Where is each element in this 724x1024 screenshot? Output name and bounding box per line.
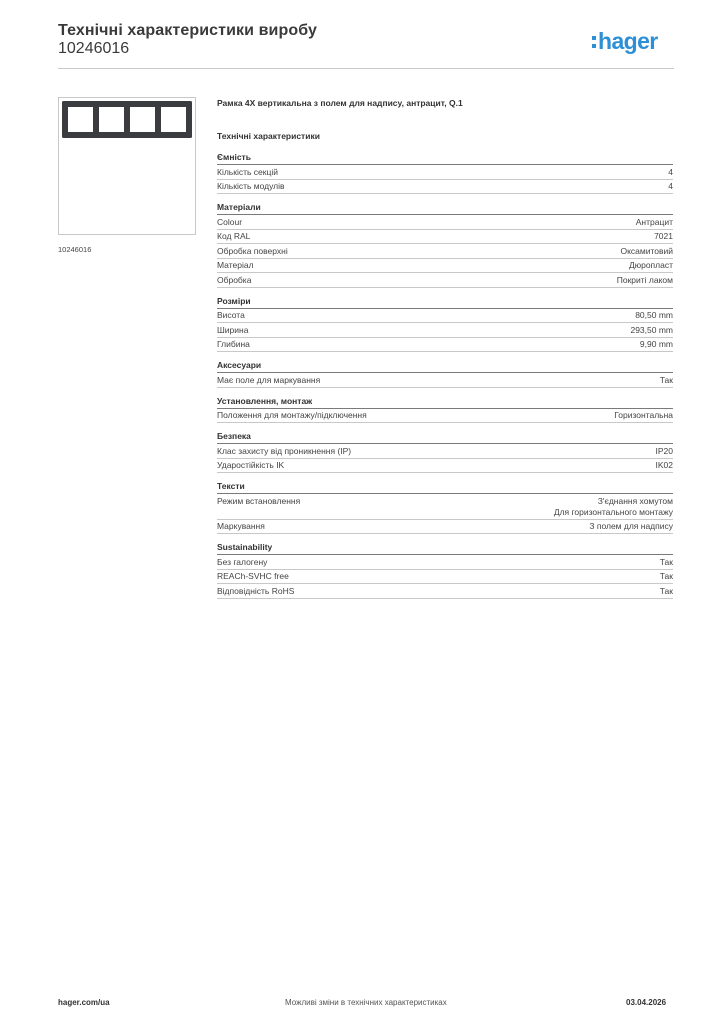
footer-date: 03.04.2026: [626, 998, 667, 1007]
spec-row: [217, 215, 673, 230]
spec-value: IP20: [655, 445, 673, 456]
spec-group-title: Розміри: [217, 296, 673, 309]
spec-row: [217, 570, 673, 585]
spec-group: [217, 396, 673, 424]
spec-group-title: Безпека: [217, 431, 673, 444]
spec-value: Оксамитовий: [620, 245, 673, 256]
spec-label: Кількість модулів: [217, 181, 285, 191]
spec-group: [217, 296, 673, 353]
footer-disclaimer: Можливі зміни в технічних характеристиках: [285, 998, 447, 1007]
spec-value: 7021: [654, 231, 673, 241]
page-title: Технічні характеристики виробу: [58, 22, 317, 39]
spec-row: [217, 584, 673, 599]
spec-value: Так: [659, 585, 673, 596]
spec-row: [217, 338, 673, 353]
spec-row: [217, 373, 673, 388]
spec-row: [217, 459, 673, 474]
spec-label: Colour: [217, 216, 243, 227]
spec-label: Матеріал: [217, 260, 254, 270]
frame-illustration-icon: [61, 100, 193, 140]
spec-group-title: Матеріали: [217, 202, 673, 215]
spec-row: [217, 273, 673, 288]
spec-group-title: Ємність: [217, 152, 673, 165]
spec-value: 4: [668, 166, 673, 177]
spec-group-title: Аксесуари: [217, 360, 673, 373]
spec-label: Обробка поверхні: [217, 245, 288, 256]
spec-group: [217, 542, 673, 599]
spec-group-title: Тексти: [217, 481, 673, 494]
spec-row: [217, 494, 673, 520]
spec-content: [217, 97, 673, 599]
spec-value: Дюропласт: [628, 260, 673, 270]
spec-label: Режим встановлення: [217, 495, 301, 506]
spec-row: [217, 444, 673, 459]
spec-label: Обробка: [217, 274, 252, 285]
footer-website: hager.com/ua: [58, 998, 110, 1007]
spec-row: [217, 555, 673, 570]
spec-value: Так: [659, 556, 673, 567]
section-heading: Технічні характеристики: [217, 131, 320, 141]
spec-label: Глибина: [217, 339, 250, 349]
spec-value: Так: [659, 374, 673, 385]
spec-row: [217, 230, 673, 245]
spec-label: Без галогену: [217, 556, 268, 567]
spec-group: [217, 481, 673, 534]
spec-row: [217, 309, 673, 324]
spec-row: [217, 520, 673, 535]
product-number: 10246016: [58, 40, 130, 57]
spec-value-line: З'єднання хомутом: [597, 495, 673, 506]
spec-label: Висота: [217, 310, 245, 320]
spec-group: [217, 152, 673, 194]
spec-label: Ударостійкість IK: [217, 460, 285, 470]
spec-label: Відповідність RoHS: [217, 585, 295, 596]
spec-value: Так: [659, 571, 673, 581]
spec-row: [217, 259, 673, 274]
spec-label: Код RAL: [217, 231, 251, 241]
spec-group: [217, 360, 673, 388]
spec-label: REACh-SVHC free: [217, 571, 289, 581]
spec-label: Клас захисту від проникнення (IP): [217, 445, 352, 456]
spec-label: Положення для монтажу/підключення: [217, 410, 367, 420]
header-divider: [58, 68, 674, 69]
spec-value: З полем для надпису: [589, 521, 673, 531]
hager-logo: [592, 28, 658, 55]
spec-group-title: Sustainability: [217, 542, 673, 555]
spec-value: [554, 496, 673, 518]
spec-value: 80,50 mm: [635, 310, 673, 320]
spec-row: [217, 244, 673, 259]
spec-value: IK02: [655, 460, 673, 470]
spec-group-title: Установлення, монтаж: [217, 396, 673, 409]
spec-groups: [217, 152, 673, 599]
spec-value-line: Для горизонтального монтажу: [553, 506, 673, 517]
spec-row: [217, 409, 673, 424]
spec-label: Маркування: [217, 521, 265, 531]
spec-row: [217, 165, 673, 180]
logo-text: hager: [598, 28, 658, 54]
spec-value: 9,90 mm: [639, 339, 673, 349]
image-caption: 10246016: [58, 245, 92, 254]
product-image: [58, 97, 196, 235]
spec-value: 4: [668, 181, 673, 191]
spec-value: 293,50 mm: [630, 324, 673, 335]
logo-dots-icon: [592, 34, 596, 50]
spec-label: Кількість секцій: [217, 166, 278, 177]
spec-value: Покриті лаком: [616, 274, 673, 285]
spec-label: Має поле для маркування: [217, 374, 321, 385]
spec-label: Ширина: [217, 324, 249, 335]
spec-row: [217, 323, 673, 338]
spec-value: Антрацит: [635, 216, 673, 227]
spec-group: [217, 431, 673, 473]
spec-row: [217, 180, 673, 195]
spec-group: [217, 202, 673, 288]
product-name: Рамка 4X вертикальна з полем для надпису, антрацит, Q.1: [217, 98, 463, 108]
spec-value: Горизонтальна: [614, 410, 673, 420]
